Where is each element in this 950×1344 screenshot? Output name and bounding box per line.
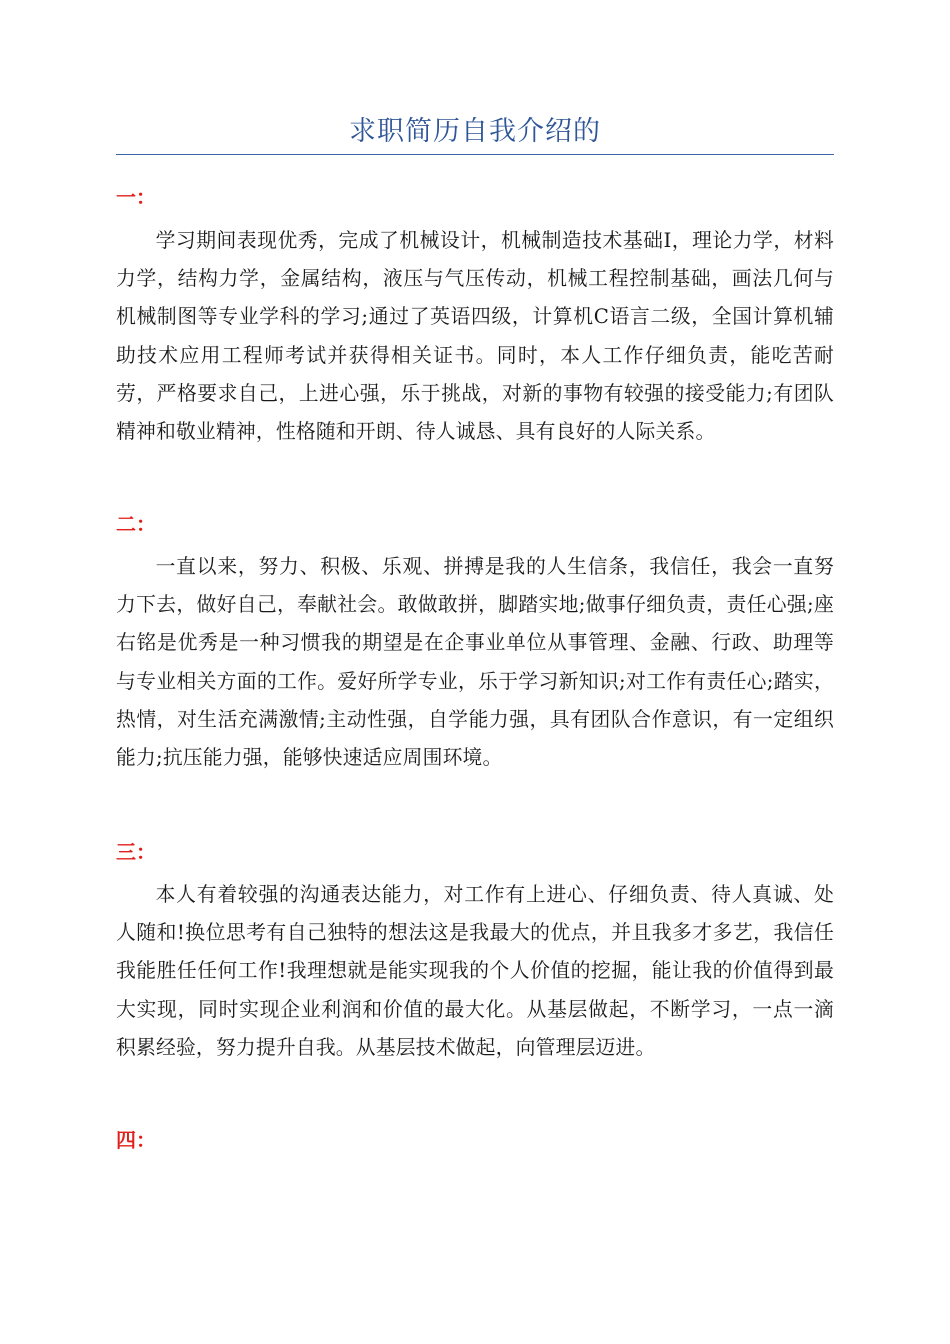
section-heading-4: 四： (116, 1128, 156, 1152)
section-paragraph-2: 一直以来，努力、积极、乐观、拼搏是我的人生信条，我信任，我会一直努力下去，做好自己，奉献社会。敢做敢拼，脚踏实地;做事仔细负责，责任心强;座右铭是优秀是一种习惯我的期望是在企事业单位从事管理、金融、行政、助理等与专业相关方面的工作。爱好所学专业，乐于学习新知识;对工作有责任心;踏实，热情，对生活充满激情;主动性强，自学能力强，具有团队合作意识，有一定组织能力;抗压能力强，能够快速适应周围环境。 (116, 555, 834, 770)
title-underline (116, 154, 834, 155)
section-heading-1: 一： (116, 185, 156, 209)
section-paragraph-1: 学习期间表现优秀，完成了机械设计，机械制造技术基础Ⅰ，理论力学，材料力学，结构力学，金属结构，液压与气压传动，机械工程控制基础，画法几何与机械制图等专业学科的学习;通过了英语四级，计算机C语言二级，全国计算机辅助技术应用工程师考试并获得相关证书。同时，本人工作仔细负责，能吃苦耐劳，严格要求自己，上进心强，乐于挑战，对新的事物有较强的接受能力;有团队精神和敬业精神，性格随和开朗、待人诚恳、具有良好的人际关系。 (116, 229, 834, 444)
section-heading-2: 二： (116, 512, 156, 536)
section-paragraph-3: 本人有着较强的沟通表达能力，对工作有上进心、仔细负责、待人真诚、处人随和!换位思考有自己独特的想法这是我最大的优点，并且我多才多艺，我信任我能胜任任何工作!我理想就是能实现我的个人价值的挖掘，能让我的价值得到最大实现，同时实现企业利润和价值的最大化。从基层做起，不断学习，一点一滴积累经验，努力提升自我。从基层技术做起，向管理层迈进。 (116, 883, 834, 1059)
document-title: 求职简历自我介绍的 (349, 116, 601, 147)
section-heading-3: 三： (116, 840, 156, 864)
